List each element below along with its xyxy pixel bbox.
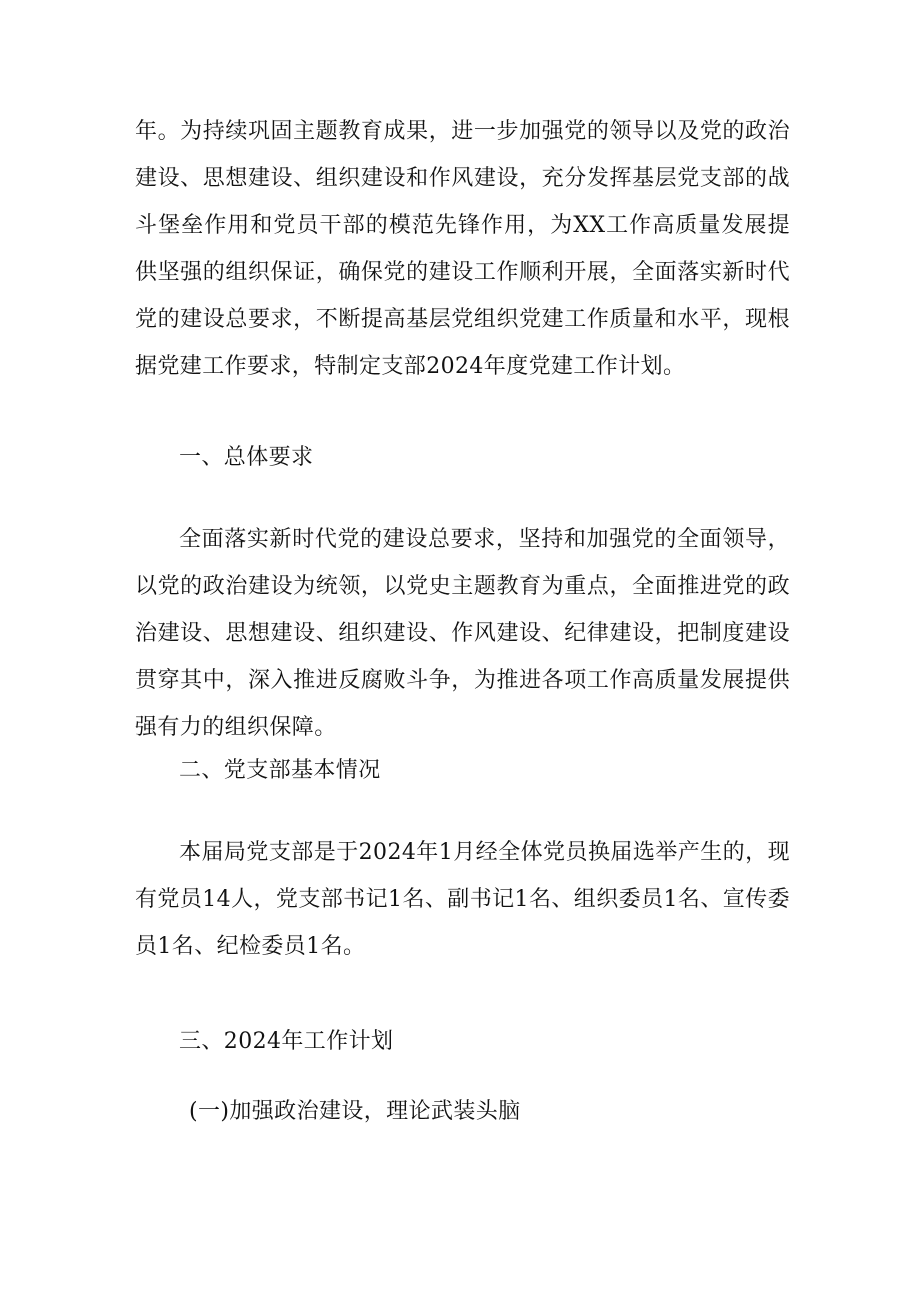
branch-info-paragraph: 本届局党支部是于2024年1月经全体党员换届选举产生的，现有党员14人，党支部书记1名、副书记1名、组织委员1名、宣传委员1名、纪检委员1名。: [135, 840, 790, 959]
section-heading-branch-info: 二、党支部基本情况: [179, 758, 381, 783]
section-heading-general-requirements: 一、总体要求: [179, 445, 314, 470]
subsection-heading-political-building: (一)加强政治建设，理论武装头脑: [189, 1099, 521, 1124]
requirements-paragraph: 全面落实新时代党的建设总要求，坚持和加强党的全面领导，以党的政治建设为统领，以党史主题教育为重点，全面推进党的政治建设、思想建设、组织建设、作风建设、纪律建设，把制度建设贯穿其中，深入推进反腐败斗争，为推进各项工作高质量发展提供强有力的组织保障。: [135, 527, 790, 740]
section-heading-work-plan: 三、2024年工作计划: [179, 1029, 394, 1054]
intro-paragraph: 年。为持续巩固主题教育成果，进一步加强党的领导以及党的政治建设、思想建设、组织建设和作风建设，充分发挥基层党支部的战斗堡垒作用和党员干部的模范先锋作用，为XX工作高质量发展提供坚强的组织保证，确保党的建设工作顺利开展，全面落实新时代党的建设总要求，不断提高基层党组织党建工作质量和水平，现根据党建工作要求，特制定支部2024年度党建工作计划。: [135, 119, 790, 379]
